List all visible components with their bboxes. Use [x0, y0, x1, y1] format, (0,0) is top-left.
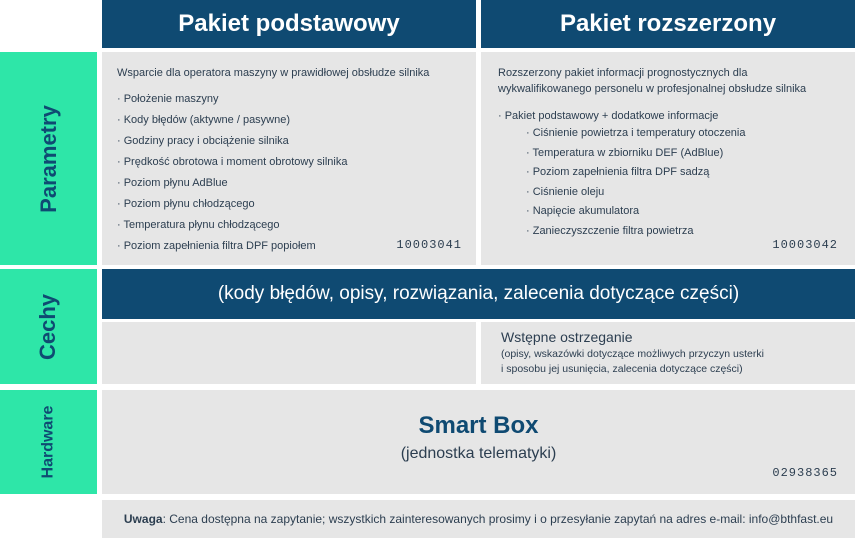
side-label-cechy: Cechy [0, 269, 97, 384]
list-item: · Poziom zapełnienia filtra DPF sadzą [526, 166, 710, 178]
list-item: · Poziom zapełnienia filtra DPF popiołem [117, 240, 316, 252]
features-band [102, 269, 855, 319]
basic-parameters-panel [102, 52, 476, 265]
note-label: Uwaga [123, 512, 163, 526]
features-extended-cell [481, 322, 855, 384]
side-label-parametry: Parametry [0, 52, 97, 265]
warning-description: (opisy, wskazówki dotyczące możliwych przyczyn usterki i sposobu jej usunięcia, zalecenia dotyczące części) [501, 348, 764, 375]
list-item: · Poziom płynu AdBlue [117, 177, 228, 189]
price-note [102, 500, 855, 538]
list-item: · Poziom płynu chłodzącego [117, 198, 255, 210]
hardware-product-code: 02938365 [772, 466, 838, 480]
header-basic-package [102, 0, 476, 48]
header-extended-title: Pakiet rozszerzony [559, 10, 777, 37]
extended-intro: Rozszerzony pakiet informacji prognostycznych dla wykwalifikowanego personelu w profesjonalnej obsłudze silnika [498, 67, 807, 95]
features-basic-cell [102, 322, 476, 384]
hardware-title: Smart Box [418, 412, 539, 439]
header-basic-title: Pakiet podstawowy [178, 10, 400, 37]
list-item: · Położenie maszyny [117, 93, 219, 105]
list-item: · Kody błędów (aktywne / pasywne) [117, 114, 291, 126]
list-item: · Temperatura w zbiorniku DEF (AdBlue) [526, 146, 724, 159]
hardware-subtitle: (jednostka telematyki) [400, 445, 557, 462]
list-item: · Godziny pracy i obciążenie silnika [117, 135, 289, 147]
extended-product-code: 10003042 [772, 238, 838, 252]
extended-parameter-list [526, 124, 746, 241]
side-label-hardware: Hardware [0, 390, 97, 494]
extended-lead-item: · Pakiet podstawowy + dodatkowe informacje [498, 110, 719, 122]
extended-parameters-panel [481, 52, 855, 265]
list-item: · Temperatura płynu chłodzącego [117, 219, 280, 231]
list-item: · Prędkość obrotowa i moment obrotowy silnika [117, 156, 348, 168]
hardware-panel [102, 390, 855, 494]
list-item: · Ciśnienie oleju [526, 185, 605, 198]
note-text: : Cena dostępna na zapytanie; wszystkich zainteresowanych prosimy i o przesyłanie zapytań na adres e-mail: info@bthfast.eu [162, 512, 834, 526]
basic-product-code: 10003041 [396, 238, 462, 252]
list-item: · Ciśnienie powietrza i temperatury otoczenia [526, 127, 746, 139]
list-item: · Zanieczyszczenie filtra powietrza [526, 224, 694, 237]
list-item: · Napięcie akumulatora [526, 205, 640, 217]
warning-title: Wstępne ostrzeganie [501, 329, 633, 345]
header-extended-package [481, 0, 855, 48]
features-band-text: (kody błędów, opisy, rozwiązania, zalecenia dotyczące części) [217, 283, 740, 304]
basic-intro: Wsparcie dla operatora maszyny w prawidłowej obsłudze silnika [117, 67, 430, 79]
basic-parameter-list [117, 89, 347, 257]
